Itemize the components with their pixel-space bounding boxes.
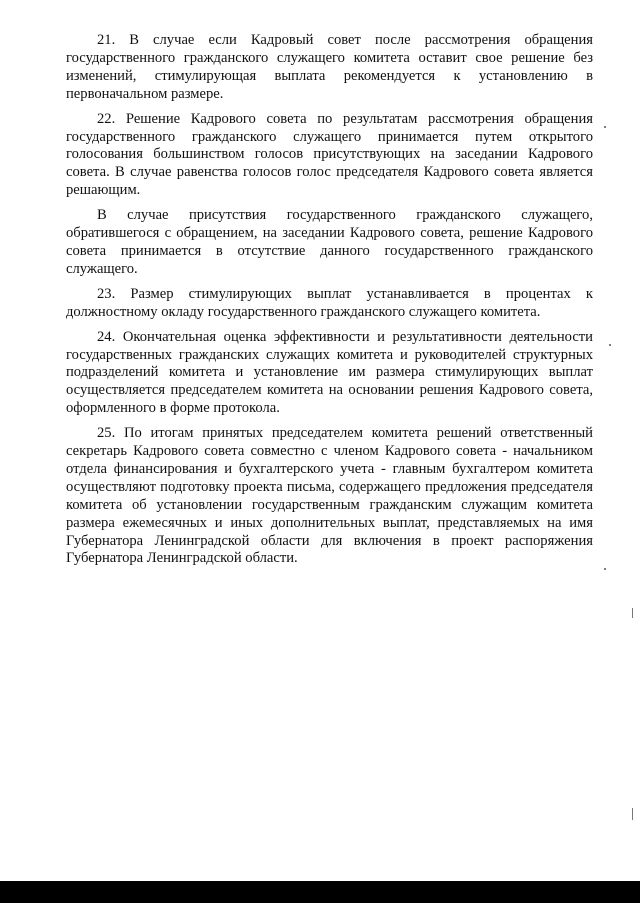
paragraph-23: 23. Размер стимулирующих выплат устанавливается в процентах к должностному окладу государственного гражданского служащего комитета.: [66, 285, 593, 320]
scan-edge-mark: [632, 608, 633, 618]
paragraph-25: 25. По итогам принятых председателем комитета решений ответственный секретарь Кадрового совета совместно с членом Кадрового совета - начальником отдела финансирования и бухгалтерского учета - главным бухгалтером комитета осуществляют подготовку проекта письма, содержащего предложения председателя комитета об установлении государственным гражданским служащим комитета размера ежемесячных и иных дополнительных выплат, представляемых на имя Губернатора Ленинградской области для включения в проект распоряжения Губернатора Ленинградской области.: [66, 425, 593, 567]
scan-bottom-border: [0, 881, 640, 903]
scan-edge-mark: [632, 808, 633, 820]
paragraph-21: 21. В случае если Кадровый совет после рассмотрения обращения государственного гражданского служащего комитета оставит свое решение без изменений, стимулирующая выплата рекомендуется к установлению в первоначальном размере.: [66, 32, 593, 102]
document-body: [66, 32, 593, 575]
scan-speck: [609, 344, 611, 346]
scan-speck: [604, 568, 606, 570]
paragraph-24: 24. Окончательная оценка эффективности и результативности деятельности государственных гражданских служащих комитета и руководителей структурных подразделений комитета и установление им размера стимулирующих выплат осуществляется председателем комитета на основании решения Кадрового совета, оформленного в форме протокола.: [66, 328, 593, 417]
paragraph-22-continuation: В случае присутствия государственного гражданского служащего, обратившегося с обращением, на заседании Кадрового совета, решение Кадрового совета принимается в отсутствие данного государственного гражданского служащего.: [66, 207, 593, 277]
paragraph-22: 22. Решение Кадрового совета по результатам рассмотрения обращения государственного гражданского служащего принимается путем открытого голосования большинством голосов присутствующих на заседании Кадрового совета. В случае равенства голосов голос председателя Кадрового совета является решающим.: [66, 110, 593, 199]
scan-speck: [604, 126, 606, 128]
